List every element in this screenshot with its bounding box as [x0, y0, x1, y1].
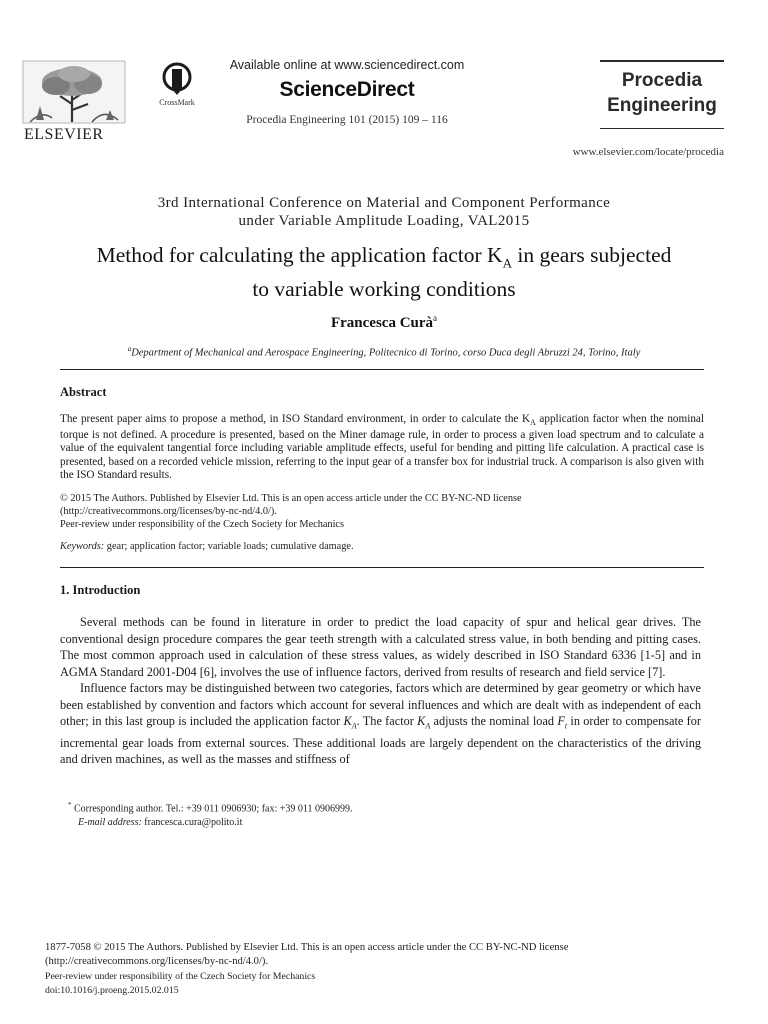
- crossmark-label: CrossMark: [159, 98, 195, 107]
- abstract-text-a: The present paper aims to propose a method, in ISO Standard environment, in order to calculate the K: [60, 413, 531, 425]
- title-text-b: in gears subjected: [511, 243, 672, 267]
- elsevier-logo: [22, 60, 128, 144]
- keywords-list: gear; application factor; variable loads; cumulative damage.: [104, 541, 354, 552]
- symbol-f-t-sub: t: [564, 721, 568, 731]
- p2-text-c: adjusts the nominal load: [430, 714, 558, 728]
- title-text-a: Method for calculating the application factor K: [96, 243, 503, 267]
- header-center: [214, 58, 480, 126]
- symbol-k-a-sub: A: [351, 721, 357, 731]
- elsevier-tree-icon: [22, 60, 126, 124]
- symbol-f-t: F: [557, 714, 565, 728]
- title-subscript: A: [502, 255, 512, 271]
- journal-name-line2: Engineering: [607, 95, 717, 116]
- email-label: E-mail address:: [78, 816, 142, 828]
- footnote-marker: *: [68, 801, 72, 809]
- abstract-subscript: A: [530, 418, 536, 428]
- keywords: [60, 541, 704, 552]
- symbol-k-a: K: [343, 714, 352, 728]
- footnote-email: [68, 816, 708, 830]
- affiliation: [0, 345, 768, 359]
- legal-license-link[interactable]: (http://creativecommons.org/licenses/by-nc-nd/4.0/).: [45, 956, 269, 968]
- author-affiliation-marker: a: [433, 313, 438, 323]
- paper-title: [40, 242, 728, 303]
- email-address[interactable]: francesca.cura@polito.it: [141, 816, 243, 828]
- intro-paragraph-2: [60, 680, 701, 768]
- title-line2: to variable working conditions: [252, 277, 516, 302]
- abstract-body: [60, 413, 704, 482]
- footnote-text: Corresponding author. Tel.: +39 011 0906930; fax: +39 011 0906999.: [71, 803, 353, 815]
- available-online-text: Available online at www.sciencedirect.com: [229, 58, 465, 72]
- p2-text-b: . The factor: [356, 714, 418, 728]
- affiliation-marker: a: [127, 345, 132, 353]
- journal-name-line1: Procedia: [621, 70, 703, 91]
- abstract-heading: Abstract: [60, 385, 107, 399]
- peer-review-line: Peer-review under responsibility of the Czech Society for Mechanics: [60, 518, 345, 530]
- journal-title-box: [600, 60, 724, 129]
- author-line: [0, 313, 768, 332]
- conference-line2: under Variable Amplitude Loading, VAL2015: [238, 213, 530, 229]
- p2-text-a: Influence factors may be distinguished between two categories, factors which are determined by gear geometry or which have been established by convention and factors which account for several influences and which are dealt with as independent of each other; in this last group is included the application factor: [60, 681, 701, 728]
- conference-line1: 3rd International Conference on Material and Component Performance: [157, 195, 611, 211]
- divider-bottom: [60, 567, 704, 568]
- abstract-copyright: [60, 493, 704, 531]
- sciencedirect-logo: ScienceDirect: [279, 78, 415, 101]
- introduction-body: [60, 614, 701, 768]
- intro-paragraph-1: Several methods can be found in literature in order to predict the load capacity of spur and helical gear drives. The conventional design procedure compares the gear teeth strength with a calculated stress value, in both bending and pitting cases. The most common approach used in calculation of these stress values, as widely described in ISO Standard 6336 [1-5] and in AGMA Standard 2001-D04 [6], involves the use of influence factors, derived from results of research and field service [7].: [60, 615, 701, 679]
- conference-name: [60, 194, 708, 230]
- symbol-k-a-2: K: [417, 714, 426, 728]
- author-name[interactable]: Francesca Curà: [330, 315, 434, 331]
- p2-text-d: in order to compensate for incremental gear loads from external sources. These additional loads are largely dependent on the characteristics of the driving and driven machines, as well as the masses and stiffness of: [60, 714, 702, 767]
- footnote-contact: [68, 799, 708, 816]
- publisher-name: ELSEVIER: [24, 126, 104, 143]
- crossmark-icon: [162, 62, 192, 96]
- crossmark-badge[interactable]: [155, 62, 199, 107]
- journal-url-link[interactable]: www.elsevier.com/locate/procedia: [572, 146, 724, 158]
- legal-peer-review: Peer-review under responsibility of the Czech Society for Mechanics: [45, 970, 316, 982]
- journal-citation: Procedia Engineering 101 (2015) 109 – 116: [246, 114, 448, 126]
- doi-link[interactable]: doi:10.1016/j.proeng.2015.02.015: [45, 984, 179, 996]
- keywords-label: Keywords:: [60, 541, 105, 552]
- section-heading-introduction: 1. Introduction: [60, 583, 141, 597]
- affiliation-text: Department of Mechanical and Aerospace Engineering, Politecnico di Torino, corso Duca degli Abruzzi 24, Torino, Italy: [131, 347, 641, 359]
- corresponding-author-footnote: [68, 799, 708, 829]
- legal-issn-line: 1877-7058 © 2015 The Authors. Published by Elsevier Ltd. This is an open access article under the CC BY-NC-ND license: [45, 942, 569, 953]
- legal-footer: [45, 941, 725, 998]
- abstract-text-b: application factor when the nominal torque is not defined. A procedure is presented, based on the Miner damage rule, in order to process a given load spectrum and to calculate a value of the equivalent tangential force including variable amplitude effects, useful for bending and pitting life calculation. A practical case is presented, based on a recorded vehicle mission, referring to the input gear of a transfer box for industrial truck. A comparison is also given with the ISO Standard results.: [60, 413, 705, 481]
- divider-top: [60, 369, 704, 370]
- license-link[interactable]: (http://creativecommons.org/licenses/by-nc-nd/4.0/).: [60, 505, 277, 517]
- title-line1: [40, 242, 728, 276]
- symbol-k-a-2-sub: A: [425, 721, 431, 731]
- copyright-line1: © 2015 The Authors. Published by Elsevier Ltd. This is an open access article under the CC BY-NC-ND license: [60, 493, 522, 504]
